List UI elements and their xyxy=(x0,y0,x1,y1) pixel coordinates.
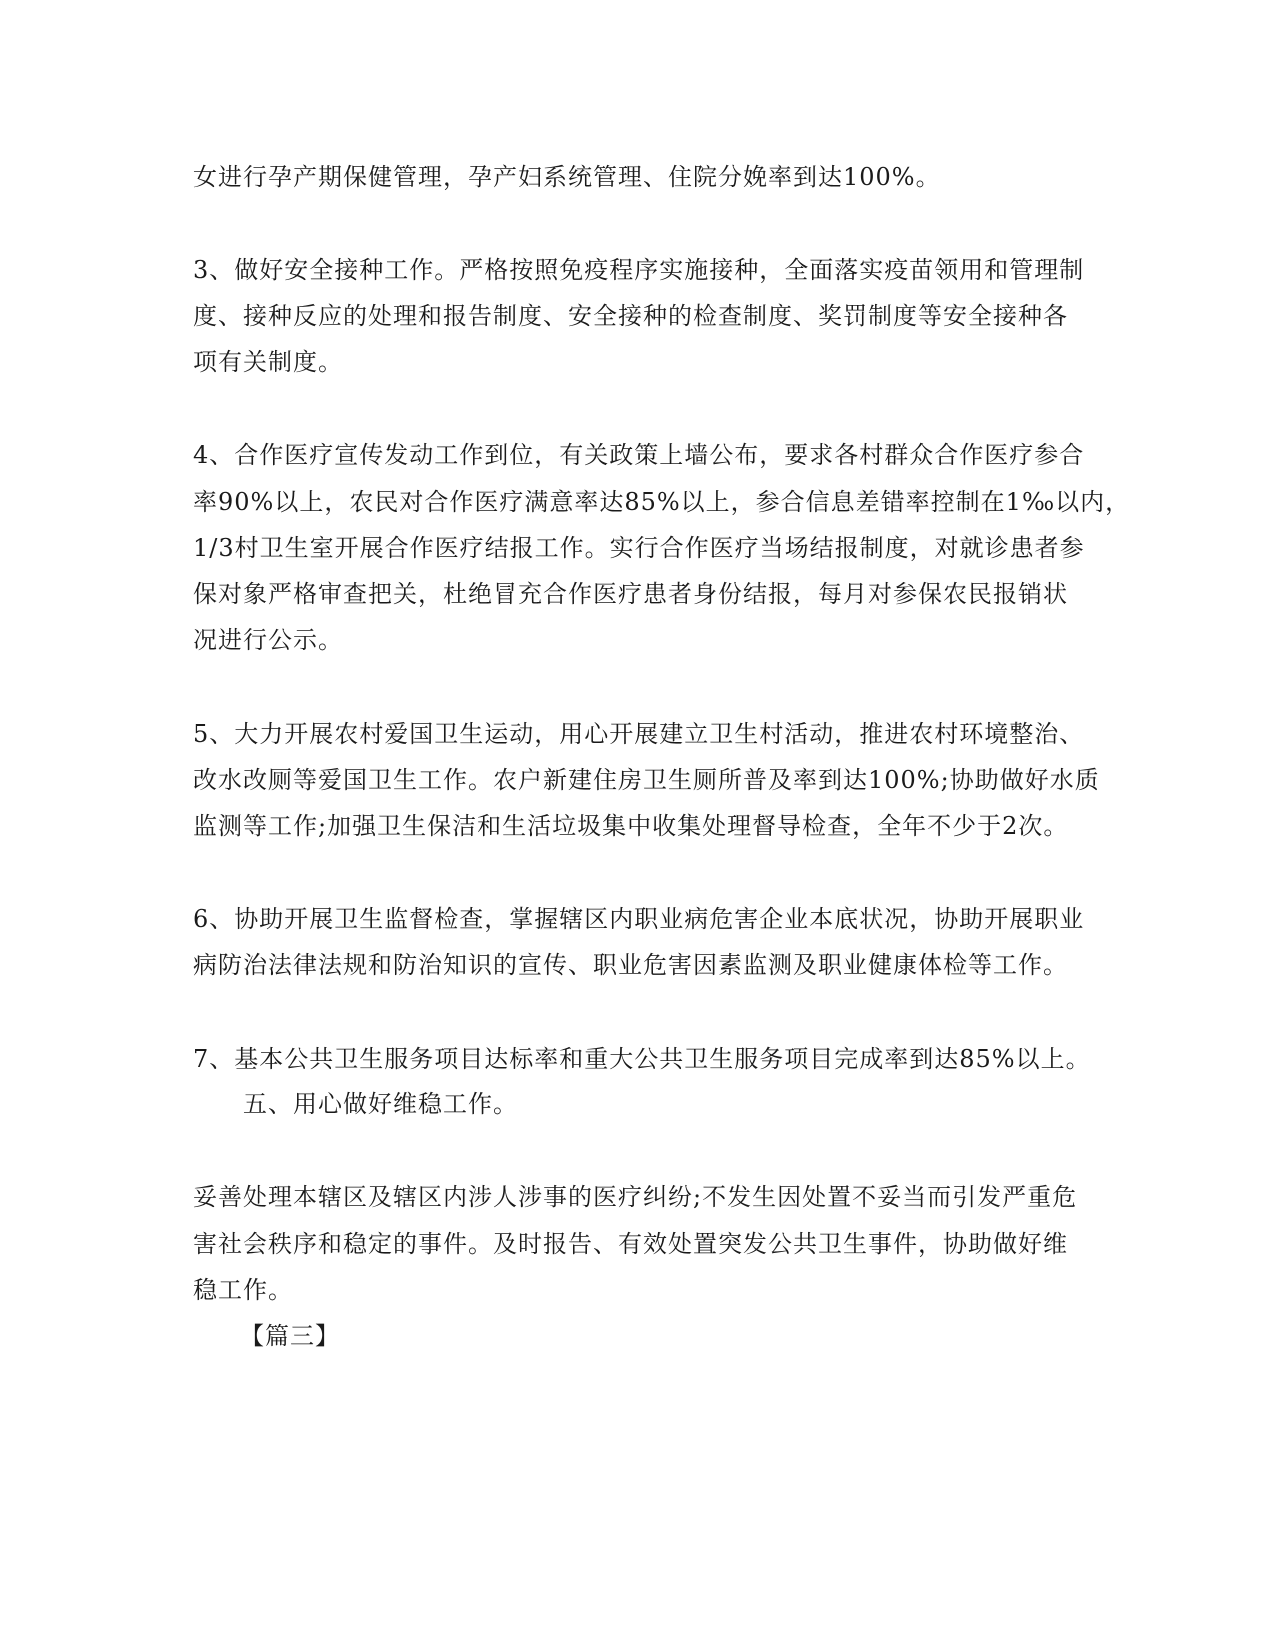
paragraph-line: 度、接种反应的处理和报告制度、安全接种的检查制度、奖罚制度等安全接种各 xyxy=(193,302,1068,330)
paragraph-line: 率90%以上，农民对合作医疗满意率达85%以上，参合信息差错率控制在1‰以内， xyxy=(193,488,1131,516)
paragraph-line: 3、做好安全接种工作。严格按照免疫程序实施接种，全面落实疫苗领用和管理制 xyxy=(193,256,1085,284)
paragraph-line: 改水改厕等爱国卫生工作。农户新建住房卫生厕所普及率到达100%;协助做好水质 xyxy=(193,766,1100,794)
paragraph-line: 6、协助开展卫生监督检查，掌握辖区内职业病危害企业本底状况，协助开展职业 xyxy=(193,905,1085,933)
paragraph-line: 项有关制度。 xyxy=(193,348,343,376)
paragraph-line: 4、合作医疗宣传发动工作到位，有关政策上墙公布，要求各村群众合作医疗参合 xyxy=(193,441,1085,469)
paragraph-line: 害社会秩序和稳定的事件。及时报告、有效处置突发公共卫生事件，协助做好维 xyxy=(193,1230,1068,1258)
paragraph-line: 病防治法律法规和防治知识的宣传、职业危害因素监测及职业健康体检等工作。 xyxy=(193,951,1068,979)
paragraph-line: 7、基本公共卫生服务项目达标率和重大公共卫生服务项目完成率到达85%以上。 xyxy=(193,1045,1091,1073)
paragraph-line: 况进行公示。 xyxy=(193,626,343,654)
paragraph-line: 5、大力开展农村爱国卫生运动，用心开展建立卫生村活动，推进农村环境整治、 xyxy=(193,720,1085,748)
paragraph-line: 女进行孕产期保健管理，孕产妇系统管理、住院分娩率到达100%。 xyxy=(193,163,941,191)
paragraph-line: 保对象严格审查把关，杜绝冒充合作医疗患者身份结报，每月对参保农民报销状 xyxy=(193,580,1068,608)
paragraph-line: 监测等工作;加强卫生保洁和生活垃圾集中收集处理督导检查，全年不少于2次。 xyxy=(193,812,1069,840)
paragraph-line: 妥善处理本辖区及辖区内涉人涉事的医疗纠纷;不发生因处置不妥当而引发严重危 xyxy=(193,1183,1078,1211)
section-marker: 【篇三】 xyxy=(240,1322,340,1350)
paragraph-line: 1/3村卫生室开展合作医疗结报工作。实行合作医疗当场结报制度，对就诊患者参 xyxy=(193,534,1085,562)
paragraph-line: 稳工作。 xyxy=(193,1276,293,1304)
section-heading: 五、用心做好维稳工作。 xyxy=(243,1090,518,1118)
